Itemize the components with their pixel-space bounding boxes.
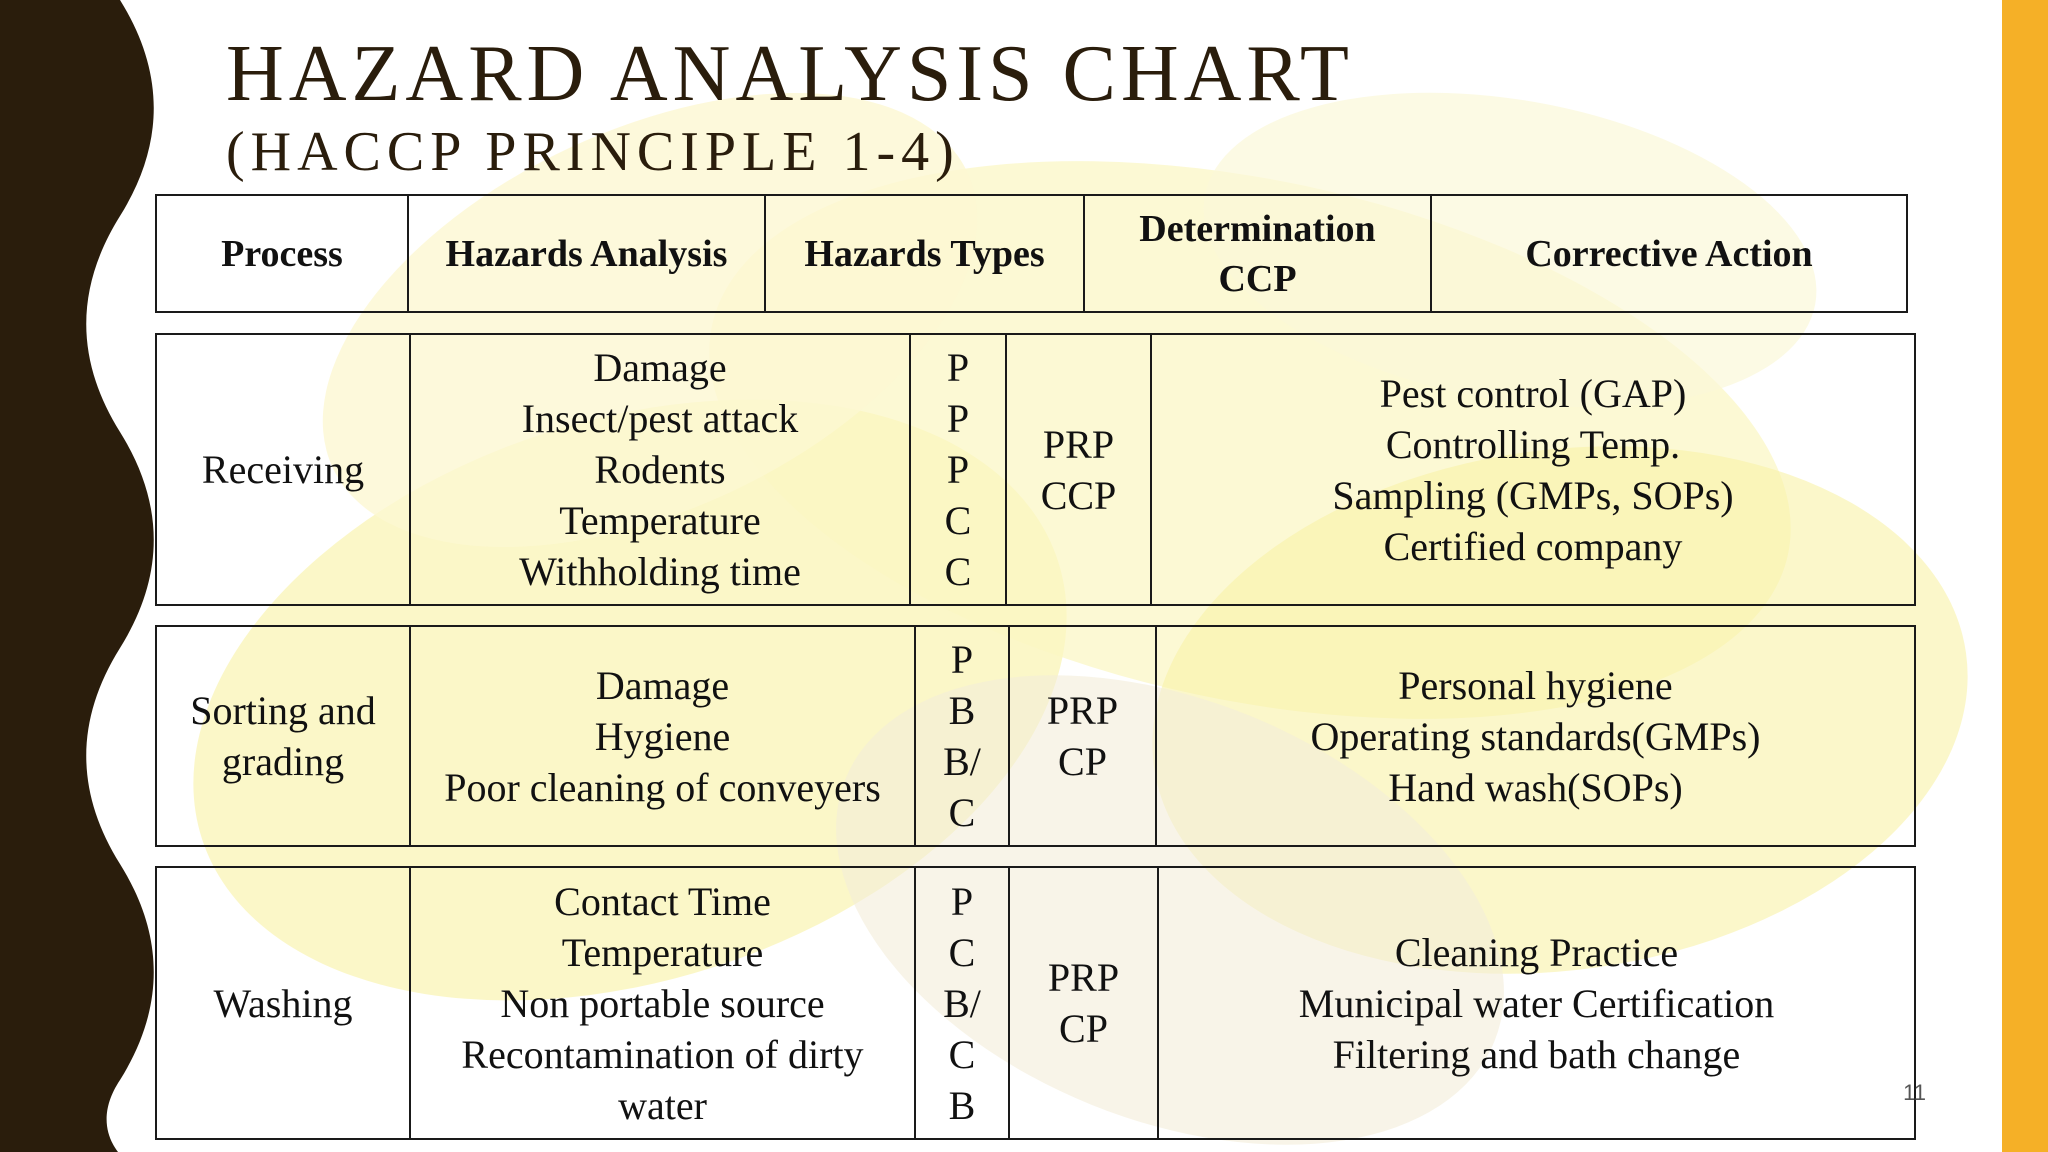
row-hazard-types: P B B/ C <box>914 627 1008 845</box>
table-row <box>155 625 1916 847</box>
header-process: Process <box>221 232 343 275</box>
right-accent-band <box>2002 0 2048 1152</box>
row-determination: PRP CP <box>1008 627 1155 845</box>
title-main: HAZARD ANALYSIS CHART <box>226 30 1354 118</box>
row-process: Sorting and grading <box>190 688 376 784</box>
row-determination: PRP CCP <box>1005 335 1150 604</box>
row-hazards: Damage Insect/pest attack Rodents Temperature Withholding time <box>409 335 909 604</box>
table-row <box>155 333 1916 606</box>
table-header <box>155 194 1908 313</box>
table-row <box>155 866 1916 1140</box>
page-number: 11 <box>1903 1080 1926 1105</box>
row-corrective-action: Personal hygiene Operating standards(GMPs) Hand wash(SOPs) <box>1155 627 1914 845</box>
row-corrective-action: Pest control (GAP) Controlling Temp. Sampling (GMPs, SOPs) Certified company <box>1150 335 1914 604</box>
title-subtitle: (HACCP PRINCIPLE 1-4) <box>226 121 960 183</box>
row-hazard-types: P C B/ C B <box>914 868 1008 1138</box>
row-hazards: Damage Hygiene Poor cleaning of conveyers <box>409 627 914 845</box>
slide-title <box>226 28 1354 184</box>
row-hazard-types: P P P C C <box>909 335 1005 604</box>
header-hazards-analysis: Hazards Analysis <box>407 196 764 311</box>
row-determination: PRP CP <box>1008 868 1157 1138</box>
header-hazards-types: Hazards Types <box>764 196 1083 311</box>
row-process: Washing <box>213 980 353 1026</box>
left-decorative-band <box>0 0 160 1152</box>
header-corrective-action: Corrective Action <box>1430 196 1906 311</box>
row-corrective-action: Cleaning Practice Municipal water Certification Filtering and bath change <box>1157 868 1914 1138</box>
row-hazards: Contact Time Temperature Non portable source Recontamination of dirty water <box>409 868 914 1138</box>
row-process: Receiving <box>201 447 365 492</box>
header-determination-ccp: Determination CCP <box>1083 196 1430 311</box>
